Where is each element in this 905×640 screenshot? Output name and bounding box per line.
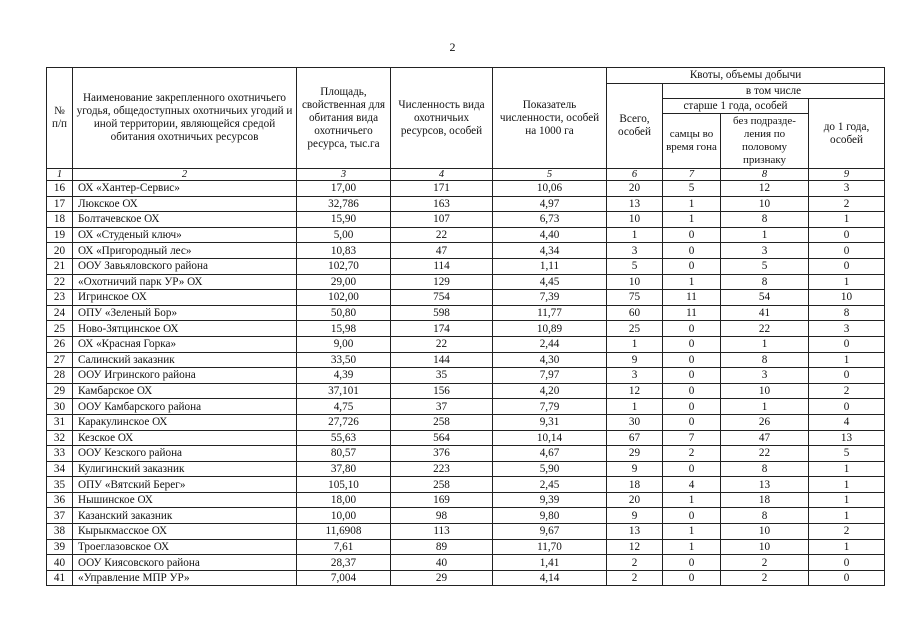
- under1-cell: 0: [809, 243, 885, 259]
- table-row: [47, 414, 885, 430]
- row-number: 35: [47, 477, 73, 493]
- area-cell: 32,786: [297, 196, 391, 212]
- hunting-ground-name: ОПУ «Зеленый Бор»: [73, 305, 297, 321]
- density-cell: 9,31: [493, 414, 607, 430]
- under1-cell: 1: [809, 477, 885, 493]
- males-cell: 11: [663, 305, 721, 321]
- count-cell: 47: [391, 243, 493, 259]
- header-older: старше 1 года, особей: [663, 99, 809, 114]
- row-number: 20: [47, 243, 73, 259]
- quota-total-cell: 29: [607, 446, 663, 462]
- column-number: 9: [809, 169, 885, 181]
- area-cell: 7,61: [297, 539, 391, 555]
- count-cell: 129: [391, 274, 493, 290]
- count-cell: 35: [391, 368, 493, 384]
- row-number: 39: [47, 539, 73, 555]
- table-row: [47, 555, 885, 571]
- males-cell: 0: [663, 570, 721, 586]
- under1-cell: 8: [809, 305, 885, 321]
- hunting-ground-name: Камбарское ОХ: [73, 383, 297, 399]
- quota-table: [46, 67, 885, 586]
- row-number: 19: [47, 227, 73, 243]
- quota-total-cell: 12: [607, 539, 663, 555]
- quota-total-cell: 1: [607, 399, 663, 415]
- area-cell: 102,70: [297, 258, 391, 274]
- table-row: [47, 290, 885, 306]
- area-cell: 5,00: [297, 227, 391, 243]
- hunting-ground-name: ООУ Камбарского района: [73, 399, 297, 415]
- males-cell: 0: [663, 258, 721, 274]
- hunting-ground-name: ООУ Завьяловского района: [73, 258, 297, 274]
- row-number: 40: [47, 555, 73, 571]
- under1-cell: 2: [809, 383, 885, 399]
- density-cell: 4,20: [493, 383, 607, 399]
- no-gender-cell: 13: [721, 477, 809, 493]
- no-gender-cell: 8: [721, 508, 809, 524]
- area-cell: 28,37: [297, 555, 391, 571]
- no-gender-cell: 1: [721, 399, 809, 415]
- count-cell: 40: [391, 555, 493, 571]
- area-cell: 29,00: [297, 274, 391, 290]
- area-cell: 17,00: [297, 181, 391, 197]
- count-cell: 258: [391, 477, 493, 493]
- no-gender-cell: 47: [721, 430, 809, 446]
- hunting-ground-name: ООУ Кезского района: [73, 446, 297, 462]
- under1-cell: 0: [809, 368, 885, 384]
- row-number: 16: [47, 181, 73, 197]
- area-cell: 27,726: [297, 414, 391, 430]
- under1-cell: 2: [809, 524, 885, 540]
- no-gender-cell: 3: [721, 368, 809, 384]
- column-number: 7: [663, 169, 721, 181]
- header-quota-group: Квоты, объемы добычи: [607, 68, 885, 84]
- hunting-ground-name: Казанский заказник: [73, 508, 297, 524]
- row-number: 41: [47, 570, 73, 586]
- table-row: [47, 399, 885, 415]
- under1-cell: 1: [809, 461, 885, 477]
- column-number: 2: [73, 169, 297, 181]
- males-cell: 0: [663, 461, 721, 477]
- quota-total-cell: 60: [607, 305, 663, 321]
- under1-cell: 2: [809, 196, 885, 212]
- count-cell: 114: [391, 258, 493, 274]
- count-cell: 171: [391, 181, 493, 197]
- row-number: 18: [47, 212, 73, 228]
- table-row: [47, 461, 885, 477]
- header-area: Площадь, свойственная для обитания вида охотничьего ресурса, тыс.га: [297, 68, 391, 169]
- density-cell: 4,45: [493, 274, 607, 290]
- quota-total-cell: 12: [607, 383, 663, 399]
- hunting-ground-name: ОПУ «Вятский Берег»: [73, 477, 297, 493]
- column-number: 4: [391, 169, 493, 181]
- column-number: 3: [297, 169, 391, 181]
- hunting-ground-name: Кезское ОХ: [73, 430, 297, 446]
- table-row: [47, 539, 885, 555]
- no-gender-cell: 10: [721, 524, 809, 540]
- hunting-ground-name: Люкское ОХ: [73, 196, 297, 212]
- table-row: [47, 477, 885, 493]
- row-number: 37: [47, 508, 73, 524]
- count-cell: 156: [391, 383, 493, 399]
- under1-cell: 1: [809, 352, 885, 368]
- quota-total-cell: 9: [607, 352, 663, 368]
- table-row: [47, 570, 885, 586]
- area-cell: 55,63: [297, 430, 391, 446]
- column-number: 1: [47, 169, 73, 181]
- count-cell: 174: [391, 321, 493, 337]
- row-number: 33: [47, 446, 73, 462]
- hunting-ground-name: ООУ Киясовского района: [73, 555, 297, 571]
- no-gender-cell: 22: [721, 321, 809, 337]
- area-cell: 80,57: [297, 446, 391, 462]
- males-cell: 1: [663, 492, 721, 508]
- table-row: [47, 352, 885, 368]
- table-row: [47, 181, 885, 197]
- count-cell: 37: [391, 399, 493, 415]
- no-gender-cell: 10: [721, 383, 809, 399]
- density-cell: 4,40: [493, 227, 607, 243]
- quota-total-cell: 25: [607, 321, 663, 337]
- density-cell: 5,90: [493, 461, 607, 477]
- header-density: Показатель численности, особей на 1000 га: [493, 68, 607, 169]
- table-row: [47, 243, 885, 259]
- count-cell: 376: [391, 446, 493, 462]
- area-cell: 7,004: [297, 570, 391, 586]
- count-cell: 22: [391, 336, 493, 352]
- under1-cell: 1: [809, 539, 885, 555]
- count-cell: 107: [391, 212, 493, 228]
- density-cell: 7,39: [493, 290, 607, 306]
- under1-cell: 0: [809, 399, 885, 415]
- density-cell: 7,79: [493, 399, 607, 415]
- area-cell: 105,10: [297, 477, 391, 493]
- no-gender-cell: 1: [721, 227, 809, 243]
- no-gender-cell: 10: [721, 539, 809, 555]
- row-number: 34: [47, 461, 73, 477]
- under1-cell: 0: [809, 570, 885, 586]
- hunting-ground-name: «Управление МПР УР»: [73, 570, 297, 586]
- no-gender-cell: 5: [721, 258, 809, 274]
- males-cell: 0: [663, 414, 721, 430]
- quota-total-cell: 5: [607, 258, 663, 274]
- males-cell: 1: [663, 196, 721, 212]
- males-cell: 0: [663, 336, 721, 352]
- under1-cell: 0: [809, 258, 885, 274]
- density-cell: 4,67: [493, 446, 607, 462]
- males-cell: 1: [663, 212, 721, 228]
- males-cell: 0: [663, 383, 721, 399]
- row-number: 21: [47, 258, 73, 274]
- no-gender-cell: 8: [721, 212, 809, 228]
- no-gender-cell: 22: [721, 446, 809, 462]
- area-cell: 15,98: [297, 321, 391, 337]
- header-total: Всего, особей: [607, 84, 663, 169]
- density-cell: 9,39: [493, 492, 607, 508]
- no-gender-cell: 3: [721, 243, 809, 259]
- area-cell: 4,75: [297, 399, 391, 415]
- under1-cell: 13: [809, 430, 885, 446]
- under1-cell: 1: [809, 508, 885, 524]
- under1-cell: 3: [809, 181, 885, 197]
- males-cell: 1: [663, 539, 721, 555]
- no-gender-cell: 12: [721, 181, 809, 197]
- area-cell: 9,00: [297, 336, 391, 352]
- under1-cell: 3: [809, 321, 885, 337]
- hunting-ground-name: ОХ «Красная Горка»: [73, 336, 297, 352]
- males-cell: 1: [663, 524, 721, 540]
- header-num: № п/п: [47, 68, 73, 169]
- males-cell: 0: [663, 368, 721, 384]
- density-cell: 11,77: [493, 305, 607, 321]
- density-cell: 4,30: [493, 352, 607, 368]
- under1-cell: 5: [809, 446, 885, 462]
- row-number: 38: [47, 524, 73, 540]
- row-number: 28: [47, 368, 73, 384]
- quota-total-cell: 1: [607, 336, 663, 352]
- no-gender-cell: 8: [721, 461, 809, 477]
- hunting-ground-name: ОХ «Пригородный лес»: [73, 243, 297, 259]
- males-cell: 11: [663, 290, 721, 306]
- quota-total-cell: 9: [607, 461, 663, 477]
- no-gender-cell: 41: [721, 305, 809, 321]
- quota-total-cell: 75: [607, 290, 663, 306]
- quota-total-cell: 20: [607, 181, 663, 197]
- hunting-ground-name: Троеглазовское ОХ: [73, 539, 297, 555]
- under1-cell: 10: [809, 290, 885, 306]
- quota-total-cell: 20: [607, 492, 663, 508]
- males-cell: 7: [663, 430, 721, 446]
- header-name: Наименование закрепленного охотничьего угодья, общедоступных охотничьих угодий и иной территории, являющейся средой обитания охотничьих ресурсов: [73, 68, 297, 169]
- area-cell: 33,50: [297, 352, 391, 368]
- hunting-ground-name: ООУ Игринского района: [73, 368, 297, 384]
- count-cell: 754: [391, 290, 493, 306]
- area-cell: 10,83: [297, 243, 391, 259]
- hunting-ground-name: Ново-Зятцинское ОХ: [73, 321, 297, 337]
- males-cell: 0: [663, 321, 721, 337]
- count-cell: 564: [391, 430, 493, 446]
- density-cell: 7,97: [493, 368, 607, 384]
- density-cell: 10,89: [493, 321, 607, 337]
- area-cell: 37,101: [297, 383, 391, 399]
- density-cell: 2,45: [493, 477, 607, 493]
- males-cell: 0: [663, 352, 721, 368]
- table-row: [47, 258, 885, 274]
- males-cell: 0: [663, 399, 721, 415]
- males-cell: 4: [663, 477, 721, 493]
- quota-total-cell: 10: [607, 212, 663, 228]
- no-gender-cell: 2: [721, 570, 809, 586]
- males-cell: 0: [663, 243, 721, 259]
- count-cell: 144: [391, 352, 493, 368]
- hunting-ground-name: ОХ «Студеный ключ»: [73, 227, 297, 243]
- under1-cell: 1: [809, 212, 885, 228]
- under1-cell: 0: [809, 227, 885, 243]
- count-cell: 598: [391, 305, 493, 321]
- header-males: самцы во время гона: [663, 114, 721, 169]
- table-body: [47, 181, 885, 586]
- quota-total-cell: 2: [607, 555, 663, 571]
- area-cell: 15,90: [297, 212, 391, 228]
- density-cell: 10,06: [493, 181, 607, 197]
- column-number: 5: [493, 169, 607, 181]
- under1-cell: 1: [809, 492, 885, 508]
- count-cell: 22: [391, 227, 493, 243]
- quota-total-cell: 13: [607, 524, 663, 540]
- area-cell: 10,00: [297, 508, 391, 524]
- count-cell: 163: [391, 196, 493, 212]
- count-cell: 29: [391, 570, 493, 586]
- area-cell: 102,00: [297, 290, 391, 306]
- row-number: 29: [47, 383, 73, 399]
- column-number: 6: [607, 169, 663, 181]
- page-number: 2: [449, 40, 456, 54]
- count-cell: 169: [391, 492, 493, 508]
- under1-cell: 1: [809, 274, 885, 290]
- row-number: 24: [47, 305, 73, 321]
- table-row: [47, 274, 885, 290]
- table-row: [47, 336, 885, 352]
- area-cell: 18,00: [297, 492, 391, 508]
- males-cell: 0: [663, 227, 721, 243]
- row-number: 36: [47, 492, 73, 508]
- column-number-row: [47, 169, 885, 181]
- quota-total-cell: 30: [607, 414, 663, 430]
- density-cell: 1,41: [493, 555, 607, 571]
- table-row: [47, 492, 885, 508]
- table-row: [47, 508, 885, 524]
- table-row: [47, 368, 885, 384]
- area-cell: 37,80: [297, 461, 391, 477]
- header-including: в том числе: [663, 84, 885, 99]
- hunting-ground-name: Болтачевское ОХ: [73, 212, 297, 228]
- row-number: 27: [47, 352, 73, 368]
- hunting-ground-name: Игринское ОХ: [73, 290, 297, 306]
- header-no-gender: без подразде-ления по половому признаку: [721, 114, 809, 169]
- count-cell: 98: [391, 508, 493, 524]
- density-cell: 4,14: [493, 570, 607, 586]
- row-number: 31: [47, 414, 73, 430]
- under1-cell: 4: [809, 414, 885, 430]
- quota-total-cell: 3: [607, 368, 663, 384]
- no-gender-cell: 1: [721, 336, 809, 352]
- area-cell: 50,80: [297, 305, 391, 321]
- no-gender-cell: 54: [721, 290, 809, 306]
- no-gender-cell: 10: [721, 196, 809, 212]
- quota-total-cell: 18: [607, 477, 663, 493]
- males-cell: 5: [663, 181, 721, 197]
- density-cell: 2,44: [493, 336, 607, 352]
- row-number: 30: [47, 399, 73, 415]
- count-cell: 113: [391, 524, 493, 540]
- hunting-ground-name: Каракулинское ОХ: [73, 414, 297, 430]
- density-cell: 9,67: [493, 524, 607, 540]
- males-cell: 0: [663, 508, 721, 524]
- quota-total-cell: 13: [607, 196, 663, 212]
- hunting-ground-name: «Охотничий парк УР» ОХ: [73, 274, 297, 290]
- quota-total-cell: 1: [607, 227, 663, 243]
- row-number: 23: [47, 290, 73, 306]
- header-under1: до 1 года, особей: [809, 99, 885, 169]
- density-cell: 11,70: [493, 539, 607, 555]
- header-count: Численность вида охотничьих ресурсов, особей: [391, 68, 493, 169]
- hunting-ground-name: Кулигинский заказник: [73, 461, 297, 477]
- hunting-ground-name: Нышинское ОХ: [73, 492, 297, 508]
- hunting-ground-name: Кырыкмасское ОХ: [73, 524, 297, 540]
- table-row: [47, 321, 885, 337]
- count-cell: 89: [391, 539, 493, 555]
- table-row: [47, 446, 885, 462]
- males-cell: 1: [663, 274, 721, 290]
- density-cell: 4,97: [493, 196, 607, 212]
- row-number: 25: [47, 321, 73, 337]
- no-gender-cell: 26: [721, 414, 809, 430]
- table-row: [47, 430, 885, 446]
- density-cell: 6,73: [493, 212, 607, 228]
- quota-total-cell: 9: [607, 508, 663, 524]
- row-number: 26: [47, 336, 73, 352]
- count-cell: 223: [391, 461, 493, 477]
- no-gender-cell: 8: [721, 274, 809, 290]
- quota-total-cell: 3: [607, 243, 663, 259]
- quota-total-cell: 67: [607, 430, 663, 446]
- column-number: 8: [721, 169, 809, 181]
- area-cell: 11,6908: [297, 524, 391, 540]
- density-cell: 4,34: [493, 243, 607, 259]
- table-row: [47, 383, 885, 399]
- table-row: [47, 227, 885, 243]
- density-cell: 9,80: [493, 508, 607, 524]
- row-number: 32: [47, 430, 73, 446]
- area-cell: 4,39: [297, 368, 391, 384]
- table-row: [47, 196, 885, 212]
- hunting-ground-name: ОХ «Хантер-Сервис»: [73, 181, 297, 197]
- males-cell: 2: [663, 446, 721, 462]
- quota-total-cell: 2: [607, 570, 663, 586]
- table-row: [47, 305, 885, 321]
- table-row: [47, 524, 885, 540]
- quota-total-cell: 10: [607, 274, 663, 290]
- density-cell: 1,11: [493, 258, 607, 274]
- males-cell: 0: [663, 555, 721, 571]
- count-cell: 258: [391, 414, 493, 430]
- no-gender-cell: 2: [721, 555, 809, 571]
- under1-cell: 0: [809, 555, 885, 571]
- table-row: [47, 212, 885, 228]
- row-number: 17: [47, 196, 73, 212]
- under1-cell: 0: [809, 336, 885, 352]
- hunting-ground-name: Салинский заказник: [73, 352, 297, 368]
- no-gender-cell: 8: [721, 352, 809, 368]
- row-number: 22: [47, 274, 73, 290]
- no-gender-cell: 18: [721, 492, 809, 508]
- density-cell: 10,14: [493, 430, 607, 446]
